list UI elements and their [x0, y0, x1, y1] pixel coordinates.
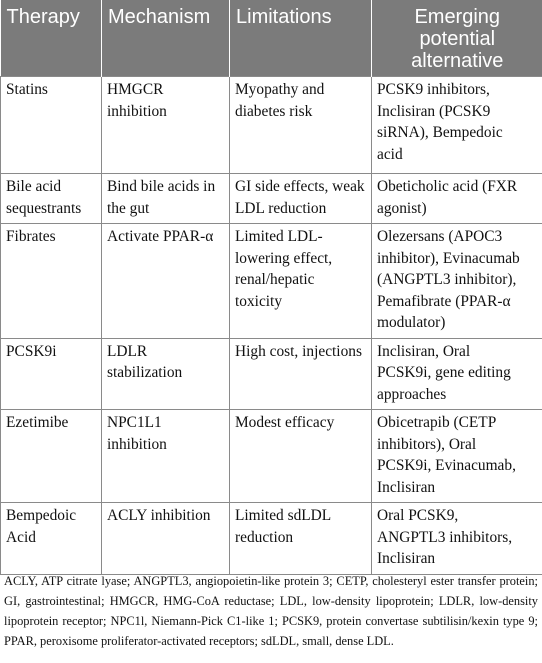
cell-line: inhibition: [107, 102, 167, 120]
cell-line: NPC1L1: [107, 414, 162, 431]
cell-line: Pemafibrate (PPAR-α: [377, 292, 511, 310]
header-mechanism: Mechanism: [102, 0, 230, 77]
cell-line: Olezersans (APOC3: [377, 228, 503, 245]
header-emerging-alternative: [372, 0, 542, 77]
header-alt-line: potential: [419, 28, 496, 50]
cell-line: inhibition: [107, 435, 167, 453]
cell-mechanism: [102, 174, 230, 224]
cell-line: ACLY inhibition: [107, 507, 211, 524]
cell-line: PCSK9i, Evinacumab,: [377, 457, 516, 474]
cell-line: Statins: [6, 81, 48, 98]
cell-line: Activate PPAR-α: [107, 228, 214, 245]
cell-mechanism: [102, 338, 230, 410]
cell-line: the gut: [107, 199, 150, 217]
header-row: [1, 0, 542, 77]
cell-alternative: [372, 410, 542, 503]
cell-line: Fibrates: [6, 228, 56, 245]
cell-therapy: [1, 224, 102, 339]
cell-line: PCSK9i: [6, 342, 57, 360]
cell-line: PCSK9i, gene editing: [377, 364, 511, 381]
cell-line: inhibitors), Oral: [377, 435, 477, 453]
cell-line: Limited LDL-: [235, 228, 323, 245]
cell-alternative: [372, 224, 542, 339]
cell-line: sequestrants: [6, 199, 82, 217]
cell-line: Bile acid: [6, 178, 62, 195]
cell-therapy: [1, 338, 102, 410]
cell-line: stabilization: [107, 364, 183, 381]
cell-line: ANGPTL3 inhibitors,: [377, 528, 513, 546]
cell-line: HMGCR: [107, 81, 164, 98]
cell-line: (ANGPTL3 inhibitor),: [377, 271, 517, 288]
table-footnote: ACLY, ATP citrate lyase; ANGPTL3, angiopoietin-like protein 3; CETP, cholesteryl ester transfer protein; GI, gastrointestinal; HMGCR, HMG-CoA reductase; LDL, low-density lipoprotein; LDLR, low-density lipoprotein receptor; NPC1l, Niemann-Pick C1-like 1; PCSK9, protein convertase subtilisin/kexin type 9; PPAR, peroxisome proliferator-activated receptors; sdLDL, small, dense LDL.: [4, 574, 538, 648]
cell-alternative: [372, 338, 542, 410]
cell-mechanism: [102, 77, 230, 174]
header-therapy: Therapy: [1, 0, 102, 77]
cell-line: siRNA), Bempedoic: [377, 124, 503, 141]
cell-line: approaches: [377, 385, 447, 403]
table-row: [1, 410, 542, 503]
cell-line: Limited sdLDL: [235, 507, 332, 524]
cell-limitations: [230, 410, 372, 503]
table-header: [1, 0, 542, 77]
table-row: [1, 338, 542, 410]
cell-line: Obicetrapib (CETP: [377, 414, 497, 431]
cell-line: lowering effect,: [235, 249, 333, 267]
cell-limitations: [230, 338, 372, 410]
cell-line: reduction: [235, 528, 294, 546]
cell-limitations: [230, 224, 372, 339]
cell-alternative: [372, 174, 542, 224]
cell-line: acid: [377, 145, 403, 163]
cell-limitations: [230, 503, 372, 575]
table-row: [1, 174, 542, 224]
cell-line: Ezetimibe: [6, 414, 69, 431]
cell-line: Inclisiran, Oral: [377, 342, 471, 360]
cell-line: agonist): [377, 199, 427, 217]
cell-line: LDL reduction: [235, 199, 327, 217]
header-alt-line: Emerging: [414, 6, 501, 28]
cell-alternative: [372, 503, 542, 575]
cell-mechanism: [102, 503, 230, 575]
cell-line: renal/hepatic: [235, 271, 315, 288]
cell-alternative: [372, 77, 542, 174]
cell-line: Acid: [6, 528, 36, 546]
cell-line: Modest efficacy: [235, 414, 335, 431]
table-body: [1, 77, 542, 575]
cell-line: toxicity: [235, 292, 283, 310]
cell-line: modulator): [377, 314, 446, 331]
cell-line: PCSK9 inhibitors,: [377, 81, 490, 98]
header-limitations: Limitations: [230, 0, 372, 77]
table-row: [1, 77, 542, 174]
cell-line: diabetes risk: [235, 102, 313, 120]
cell-line: Bempedoic: [6, 507, 77, 524]
cell-line: LDLR: [107, 342, 148, 360]
cell-line: Myopathy and: [235, 81, 325, 98]
cell-line: inhibitor), Evinacumab: [377, 249, 520, 267]
cell-line: Inclisiran (PCSK9: [377, 102, 491, 120]
cell-line: High cost, injections: [235, 342, 362, 360]
cell-line: GI side effects, weak: [235, 178, 365, 195]
header-alt-line: alternative: [411, 50, 504, 72]
cell-line: Obeticholic acid (FXR: [377, 178, 518, 195]
cell-therapy: [1, 503, 102, 575]
cell-limitations: [230, 77, 372, 174]
cell-mechanism: [102, 410, 230, 503]
cell-line: Bind bile acids in: [107, 178, 216, 195]
table-row: [1, 503, 542, 575]
table-row: [1, 224, 542, 339]
cell-mechanism: [102, 224, 230, 339]
cell-line: Oral PCSK9,: [377, 507, 459, 524]
cell-line: Inclisiran: [377, 478, 436, 496]
cell-therapy: [1, 410, 102, 503]
cell-limitations: [230, 174, 372, 224]
cell-line: Inclisiran: [377, 550, 436, 567]
cell-therapy: [1, 174, 102, 224]
cell-therapy: [1, 77, 102, 174]
